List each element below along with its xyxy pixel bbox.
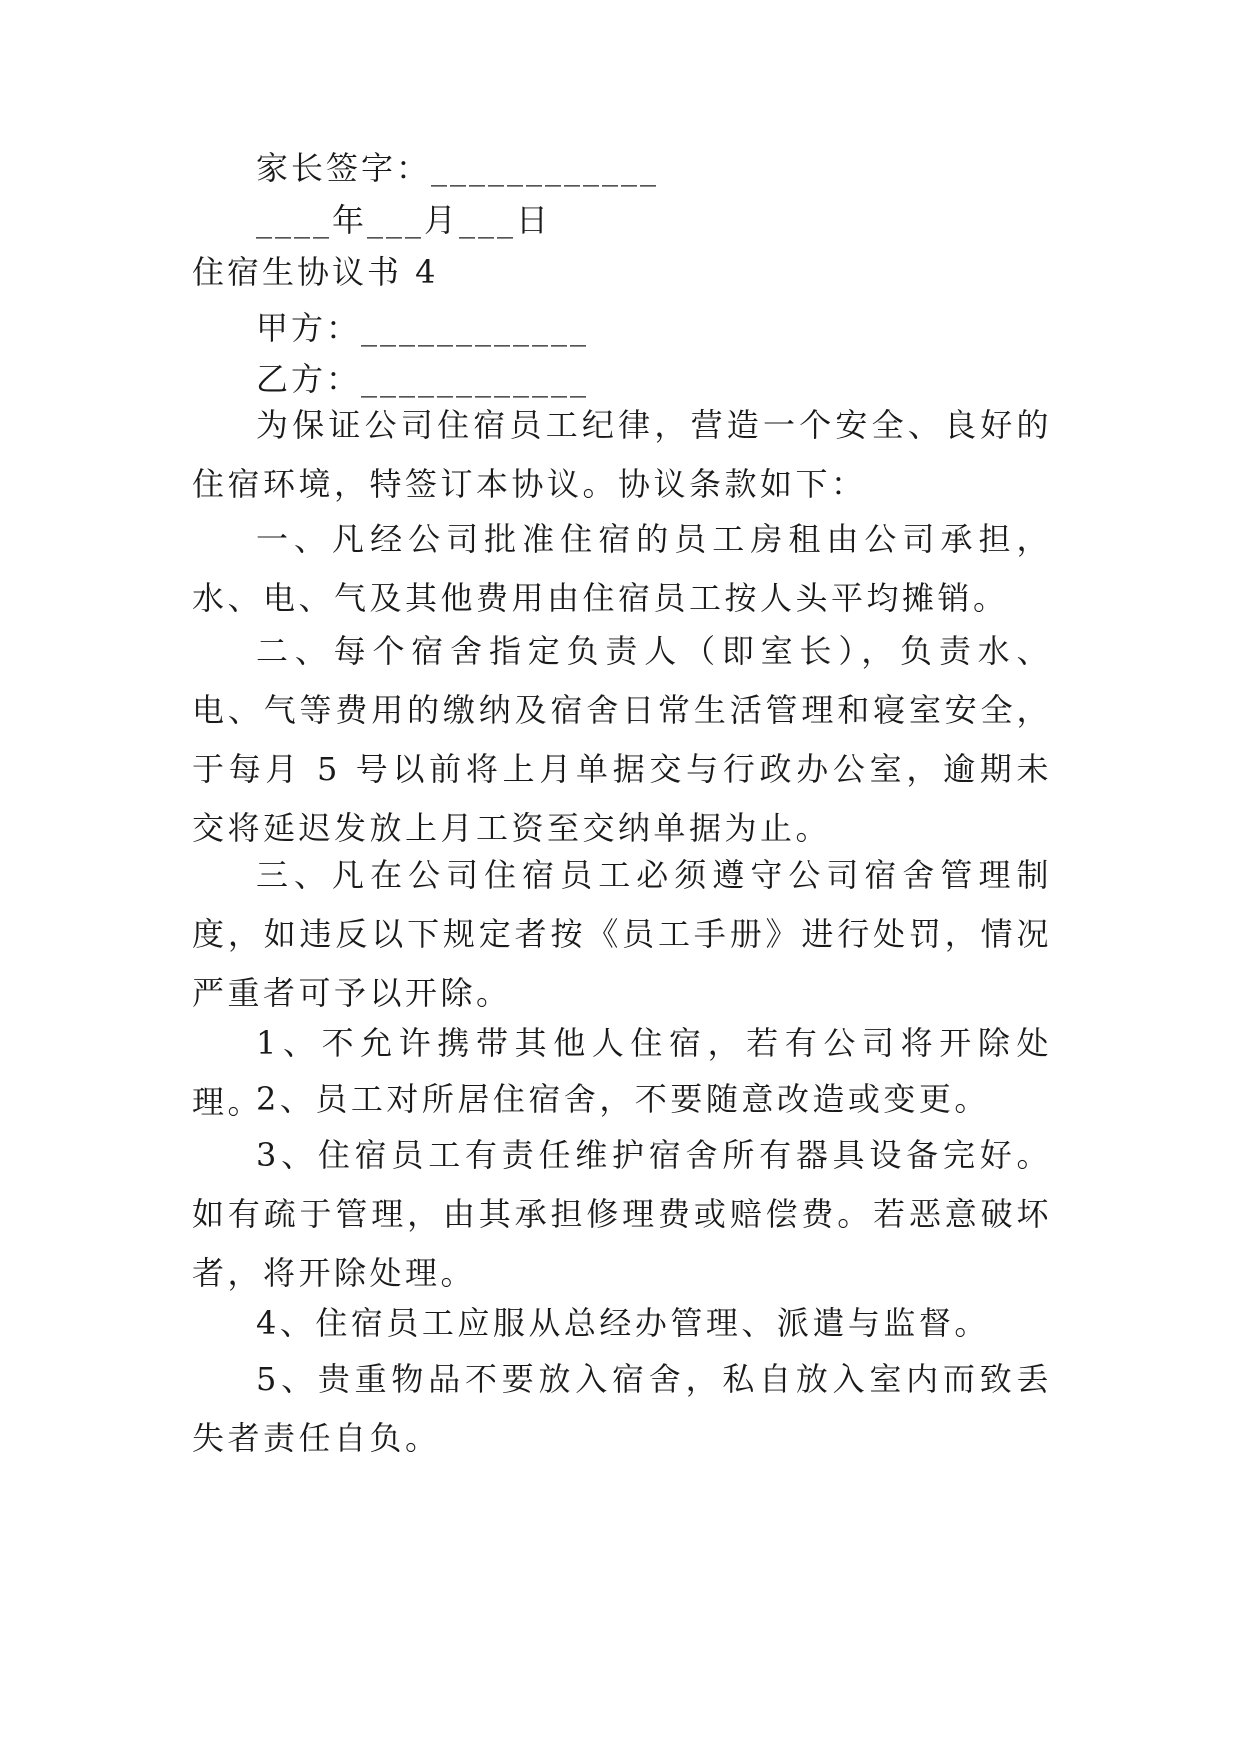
section-title: 住宿生协议书 4 — [192, 253, 439, 291]
paragraph-intro: 为保证公司住宿员工纪律，营造一个安全、良好的住宿环境，特签订本协议。协议条款如下： — [192, 406, 1052, 503]
date-line: ____年___月___日 — [256, 201, 552, 239]
rule-item-4: 4、住宿员工应服从总经办管理、派遣与监督。 — [256, 1304, 990, 1342]
parent-signature-line: 家长签字：____________ — [256, 149, 660, 187]
paragraph-clause-1: 一、凡经公司批准住宿的员工房租由公司承担，水、电、气及其他费用由住宿员工按人头平均摊销。 — [192, 520, 1052, 617]
paragraph-clause-3: 三、凡在公司住宿员工必须遵守公司宿舍管理制度，如违反以下规定者按《员工手册》进行处罚，情况严重者可予以开除。 — [192, 856, 1052, 1012]
rule-item-2: 2、员工对所居住宿舍，不要随意改造或变更。 — [256, 1080, 990, 1118]
rule-item-3: 3、住宿员工有责任维护宿舍所有器具设备完好。如有疏于管理，由其承担修理费或赔偿费。若恶意破坏者，将开除处理。 — [192, 1136, 1052, 1292]
party-a-line: 甲方：____________ — [256, 309, 590, 347]
paragraph-clause-2: 二、每个宿舍指定负责人（即室长），负责水、电、气等费用的缴纳及宿舍日常生活管理和寝室安全，于每月 5 号以前将上月单据交与行政办公室，逾期未交将延迟发放上月工资至交纳单据为止。 — [192, 632, 1052, 847]
party-b-line: 乙方：____________ — [256, 360, 590, 398]
rule-item-1: 1、不允许携带其他人住宿，若有公司将开除处理。 — [192, 1024, 1052, 1121]
rule-item-5: 5、贵重物品不要放入宿舍，私自放入室内而致丢失者责任自负。 — [192, 1360, 1052, 1457]
